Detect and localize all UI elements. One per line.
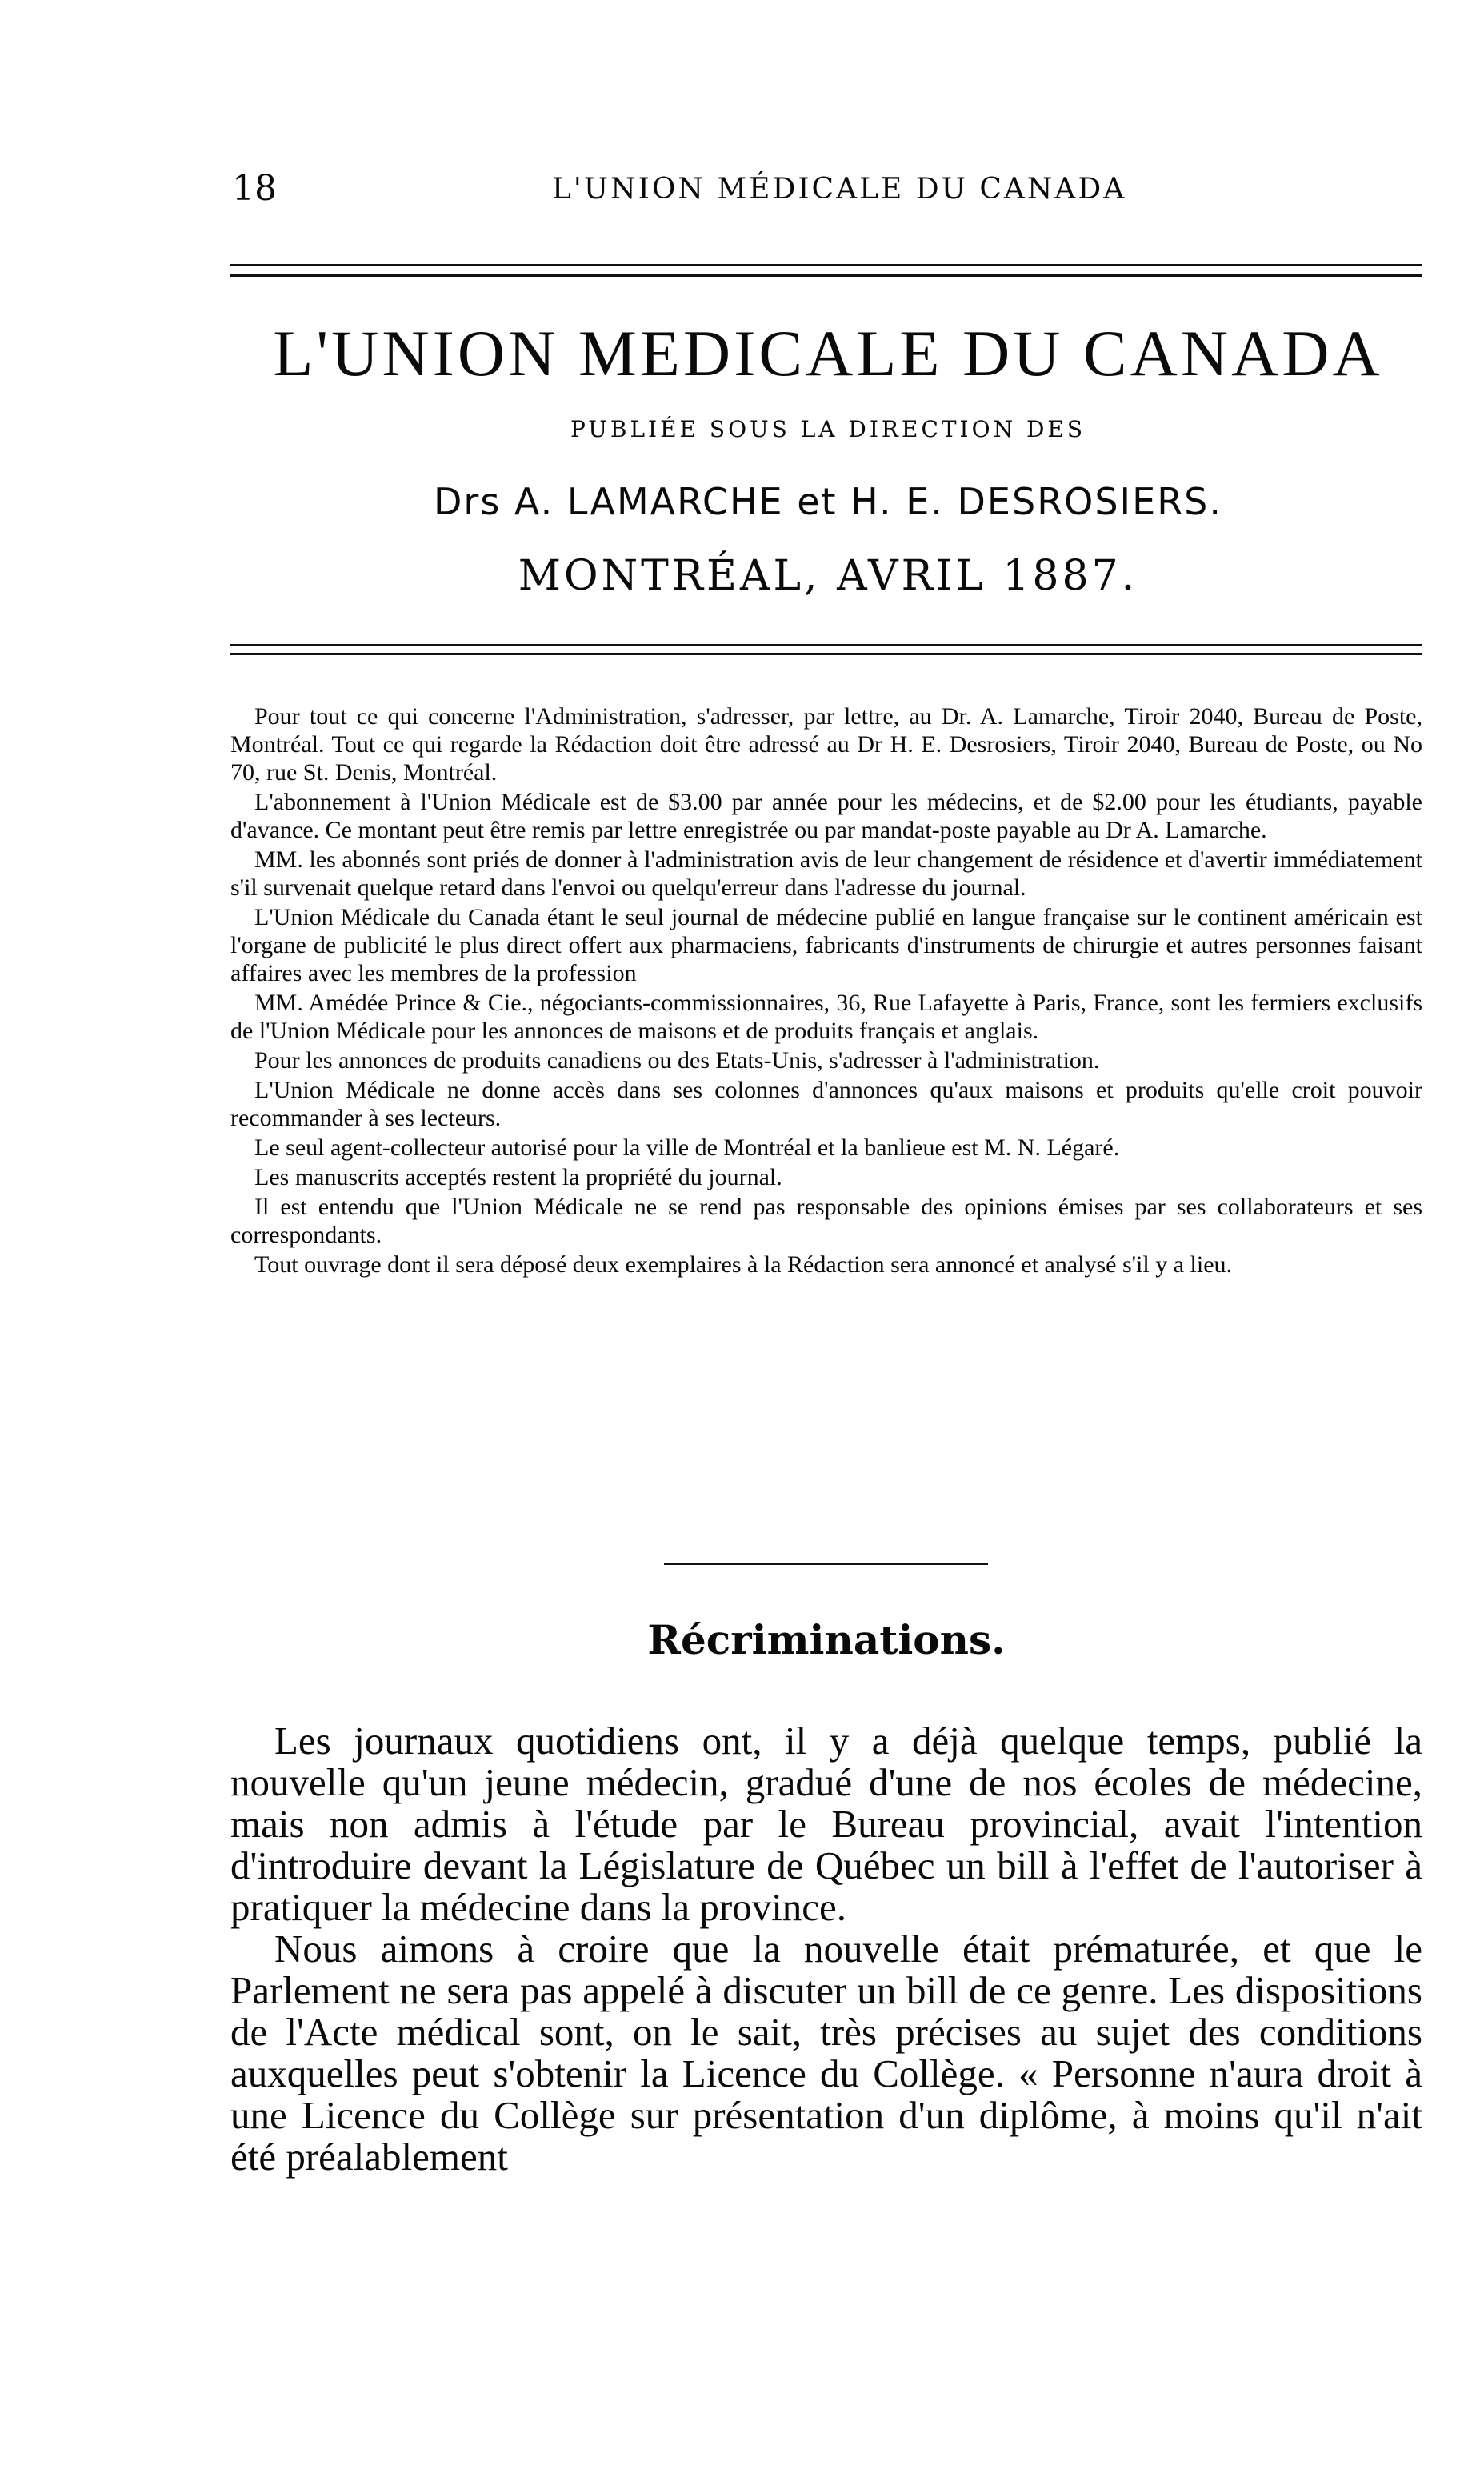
notice-paragraph: L'Union Médicale du Canada étant le seul journal de médecine publié en langue française sur le continent américain est l'organe de publicité le plus direct offert aux pharmaciens, fabricants d'instruments de chirurgie et autres personnes faisant affaires avec les membres de la profession (230, 904, 1422, 986)
running-head (232, 168, 1484, 216)
notice-paragraph: Il est entendu que l'Union Médicale ne se rend pas responsable des opinions émises par ses collaborateurs et ses correspondants. (230, 1194, 1422, 1248)
section-divider (664, 1563, 988, 1565)
notice-paragraph: MM. les abonnés sont priés de donner à l'administration avis de leur changement de résidence et d'avertir immédiatement s'il survenait quelque retard dans l'envoi ou quelqu'erreur dans l'adresse du journal. (230, 846, 1422, 901)
directors-line: Drs A. LAMARCHE et H. E. DESROSIERS. (434, 480, 1222, 523)
notice-paragraph: Pour les annonces de produits canadiens ou des Etats-Unis, s'adresser à l'administration. (254, 1047, 1100, 1074)
notice-paragraph: L'abonnement à l'Union Médicale est de $3.00 par année pour les médecins, et de $2.00 pour les étudiants, payable d'avance. Ce montant peut être remis par lettre enregistrée ou par mandat-poste payable au Dr A. Lamarche. (230, 789, 1422, 843)
masthead-top-rule-inner (230, 274, 1422, 277)
page-number: 18 (232, 168, 277, 209)
masthead-bottom-rule-inner (230, 653, 1422, 655)
masthead-top-rule (230, 264, 1422, 266)
dateline: MONTRÉAL, AVRIL 1887. (518, 552, 1138, 600)
article-title: Récriminations. (647, 1616, 1006, 1663)
article-paragraph: Les journaux quotidiens ont, il y a déjà quelque temps, publié la nouvelle qu'un jeune médecin, gradué d'une de nos écoles de médecine, mais non admis à l'étude par le Bureau provincial, avait l'intention d'introduire devant la Législature de Québec un bill à l'effet de l'autoriser à pratiquer la médecine dans la province. (230, 1719, 1422, 1929)
masthead-bottom-rule (230, 644, 1422, 646)
notice-paragraph: L'Union Médicale ne donne accès dans ses colonnes d'annonces qu'aux maisons et produits qu'elle croit pouvoir recommander à ses lecteurs. (230, 1077, 1422, 1131)
notice-paragraph: Le seul agent-collecteur autorisé pour la ville de Montréal et la banlieue est M. N. Légaré. (254, 1134, 1120, 1161)
notice-paragraph: Pour tout ce qui concerne l'Administration, s'adresser, par lettre, au Dr. A. Lamarche, Tiroir 2040, Bureau de Poste, Montréal. Tout ce qui regarde la Rédaction doit être adressé au Dr H. E. Desrosiers, Tiroir 2040, Bureau de Poste, ou No 70, rue St. Denis, Montréal. (230, 703, 1422, 786)
running-title: L'UNION MÉDICALE DU CANADA (552, 173, 1127, 206)
published-line: PUBLIÉE SOUS LA DIRECTION DES (570, 416, 1086, 442)
masthead-title: L'UNION MEDICALE DU CANADA (273, 317, 1383, 390)
article-body (230, 1720, 1422, 2178)
notice-paragraph: Tout ouvrage dont il sera déposé deux exemplaires à la Rédaction sera annoncé et analysé s'il y a lieu. (254, 1251, 1233, 1278)
article-paragraph: Nous aimons à croire que la nouvelle était prématurée, et que le Parlement ne sera pas appelé à discuter un bill de ce genre. Les dispositions de l'Acte médical sont, on le sait, très précises au sujet des conditions auxquelles peut s'obtenir la Licence du Collège. « Personne n'aura droit à une Licence du Collège sur présentation d'un diplôme, à moins qu'il n'ait été préalablement (230, 1927, 1422, 2179)
notice-paragraph: Les manuscrits acceptés restent la propriété du journal. (254, 1164, 782, 1190)
notice-paragraph: MM. Amédée Prince & Cie., négociants-commissionnaires, 36, Rue Lafayette à Paris, France, sont les fermiers exclusifs de l'Union Médicale pour les annonces de maisons et de produits français et anglais. (230, 990, 1422, 1044)
notices-block (230, 702, 1422, 1280)
